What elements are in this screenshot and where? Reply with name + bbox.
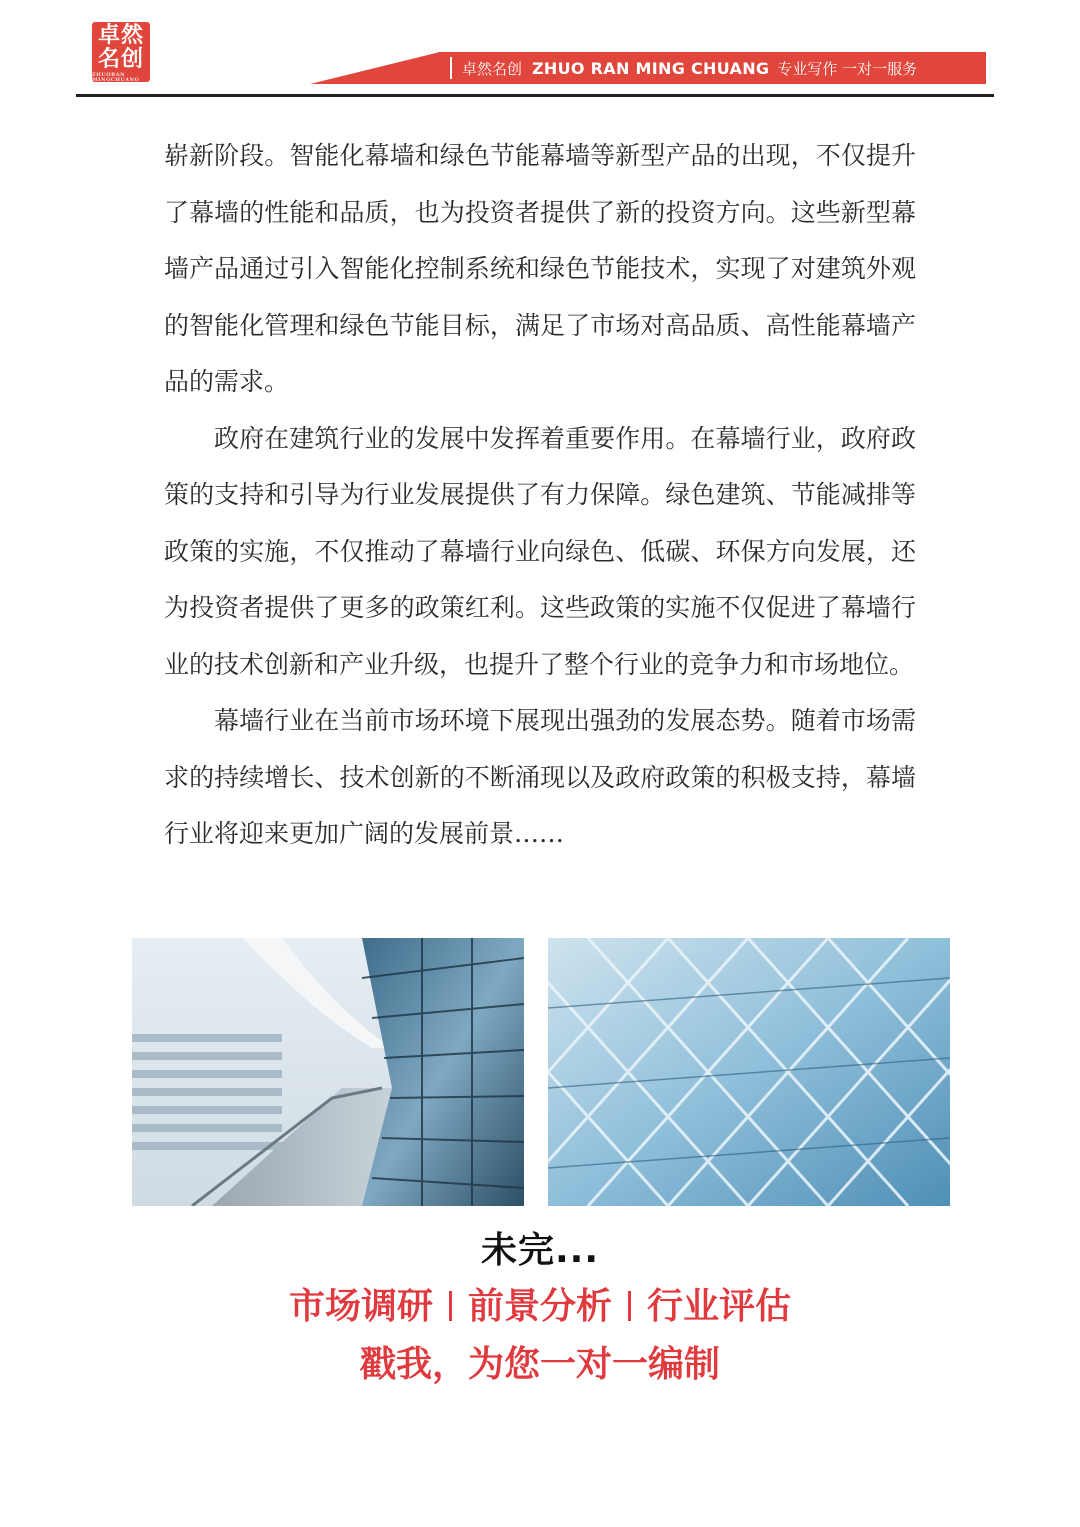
- logo-text-line2: 名创: [97, 45, 144, 72]
- paragraph-3: 幕墙行业在当前市场环境下展现出强劲的发展态势。随着市场需求的持续增长、技术创新的不断涌现以及政府政策的积极支持，幕墙行业将迎来更加广阔的发展前景……: [164, 706, 916, 848]
- logo-text-line1: 卓然: [97, 21, 144, 48]
- header-slogan: 专业写作 一对一服务: [777, 59, 918, 78]
- logo-text-small: ZHUORAN MINGCHUANG: [92, 71, 140, 83]
- header-rule: [76, 94, 994, 97]
- unfinished-notice: 未完...: [480, 1230, 600, 1271]
- brand-logo: [92, 22, 150, 82]
- service-industry-assessment: 行业评估: [647, 1286, 792, 1327]
- header-banner: [438, 52, 986, 84]
- header-wedge-decoration: [310, 52, 440, 84]
- glass-roof-grid-photo: [548, 938, 950, 1206]
- header-brand-en: ZHUO RAN MING CHUANG: [532, 58, 770, 78]
- paragraph-1: 崭新阶段。智能化幕墙和绿色节能幕墙等新型产品的出现，不仅提升了幕墙的性能和品质，也为投资者提供了新的投资方向。这些新型幕墙产品通过引入智能化控制系统和绿色节能技术，实现了对建筑外观的智能化管理和绿色节能目标，满足了市场对高品质、高性能幕墙产品的需求。: [164, 141, 916, 396]
- article-body: [164, 128, 916, 863]
- header-brand-cn: 卓然名创: [462, 59, 523, 78]
- service-outlook-analysis: 前景分析: [467, 1286, 612, 1327]
- paragraph-2: 政府在建筑行业的发展中发挥着重要作用。在幕墙行业，政府政策的支持和引导为行业发展提供了有力保障。绿色建筑、节能减排等政策的实施，不仅推动了幕墙行业向绿色、低碳、环保方向发展，还为投资者提供了更多的政策红利。这些政策的实施不仅促进了幕墙行业的技术创新和产业升级，也提升了整个行业的竞争力和市场地位。: [164, 423, 916, 679]
- services-line: [0, 1278, 1080, 1329]
- contact-cta-link[interactable]: 戳我，为您一对一编制: [359, 1344, 720, 1385]
- header-separator: [450, 57, 452, 79]
- service-market-research: 市场调研: [288, 1286, 433, 1327]
- curtain-wall-curved-building-photo: [132, 938, 524, 1206]
- service-divider: [628, 1291, 631, 1321]
- service-divider: [449, 1291, 452, 1321]
